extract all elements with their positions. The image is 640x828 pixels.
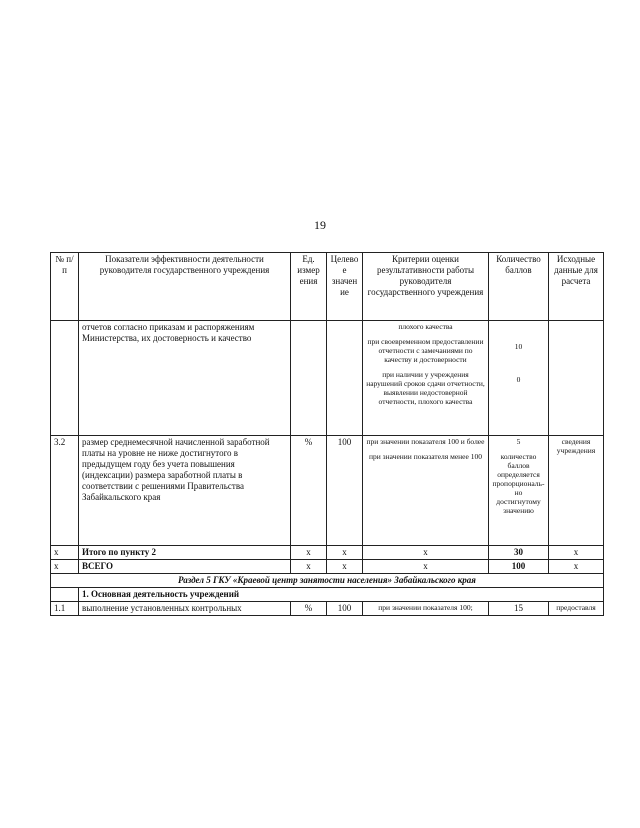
row-points: 15: [489, 601, 549, 615]
row-source: сведения учреждения: [549, 436, 604, 546]
row-target: [327, 321, 363, 436]
row-number: х: [51, 546, 79, 560]
row-unit: х: [291, 546, 327, 560]
header-points: Количество баллов: [489, 253, 549, 321]
row-number: [51, 587, 79, 601]
table-row: [51, 436, 604, 546]
row-indicator: ВСЕГО: [79, 559, 291, 573]
header-number: № п/п: [51, 253, 79, 321]
row-criteria: х: [363, 559, 489, 573]
evaluation-table: [50, 252, 604, 616]
row-indicator: Итого по пункту 2: [79, 546, 291, 560]
row-number: 1.1: [51, 601, 79, 615]
row-criteria: х: [363, 546, 489, 560]
row-source: предоставля: [549, 601, 604, 615]
row-criteria: [363, 436, 489, 546]
criteria-text: при значении показателя 100 и более: [366, 437, 485, 446]
points-value: 10: [514, 342, 523, 351]
criteria-text: при наличии у учреждения нарушений сроков сдачи отчетности, выявлении недостоверной отчетности, плохого качества: [366, 370, 485, 406]
row-source: [549, 321, 604, 436]
table-row-total: [51, 546, 604, 560]
criteria-text: плохого качества: [398, 322, 453, 331]
table-header-row: [51, 253, 604, 321]
subsection-title: 1. Основная деятельность учреждений: [79, 587, 604, 601]
table-row-total: [51, 559, 604, 573]
row-points: [489, 436, 549, 546]
header-source: Исходные данные для расчета: [549, 253, 604, 321]
page-number: 19: [314, 218, 326, 232]
points-value: 0: [516, 375, 521, 384]
row-target: х: [327, 559, 363, 573]
row-number: 3.2: [51, 436, 79, 546]
row-source: х: [549, 559, 604, 573]
points-value: 5: [516, 437, 521, 446]
row-number: [51, 321, 79, 436]
row-target: х: [327, 546, 363, 560]
row-unit: %: [291, 436, 327, 546]
section-title: Раздел 5 ГКУ «Краевой центр занятости населения» Забайкальского края: [51, 573, 604, 587]
header-criteria: Критерии оценки результативности работы руководителя государственного учреждения: [363, 253, 489, 321]
criteria-text: при значении показателя менее 100: [369, 452, 482, 461]
section-header-row: [51, 573, 604, 587]
row-number: х: [51, 559, 79, 573]
row-unit: х: [291, 559, 327, 573]
row-indicator: отчетов согласно приказам и распоряжениям Министерства, их достоверность и качество: [79, 321, 291, 436]
row-criteria: [363, 321, 489, 436]
row-indicator: выполнение установленных контрольных: [79, 601, 291, 615]
row-target: 100: [327, 601, 363, 615]
row-unit: %: [291, 601, 327, 615]
table-row: [51, 601, 604, 615]
row-criteria: при значении показателя 100;: [363, 601, 489, 615]
criteria-text: при своевременном предоставлении отчетности с замечаниями по качеству и достоверности: [367, 337, 484, 364]
row-target: 100: [327, 436, 363, 546]
header-target: Целево е значен ие: [327, 253, 363, 321]
header-indicator: Показатели эффективности деятельности руководителя государственного учреждения: [79, 253, 291, 321]
row-source: х: [549, 546, 604, 560]
row-points: [489, 321, 549, 436]
table-row: [51, 321, 604, 436]
header-unit: Ед. измер ения: [291, 253, 327, 321]
points-value: количество баллов определяется пропорционально достигнутому значению: [492, 452, 545, 515]
row-unit: [291, 321, 327, 436]
row-indicator: размер среднемесячной начисленной заработной платы на уровне не ниже достигнутого в предыдущем году без учета повышения (индексации) размера заработной платы в соответствии с решениями Правительства Забайкальского края: [79, 436, 291, 546]
row-points: 100: [489, 559, 549, 573]
row-points: 30: [489, 546, 549, 560]
subsection-header-row: [51, 587, 604, 601]
